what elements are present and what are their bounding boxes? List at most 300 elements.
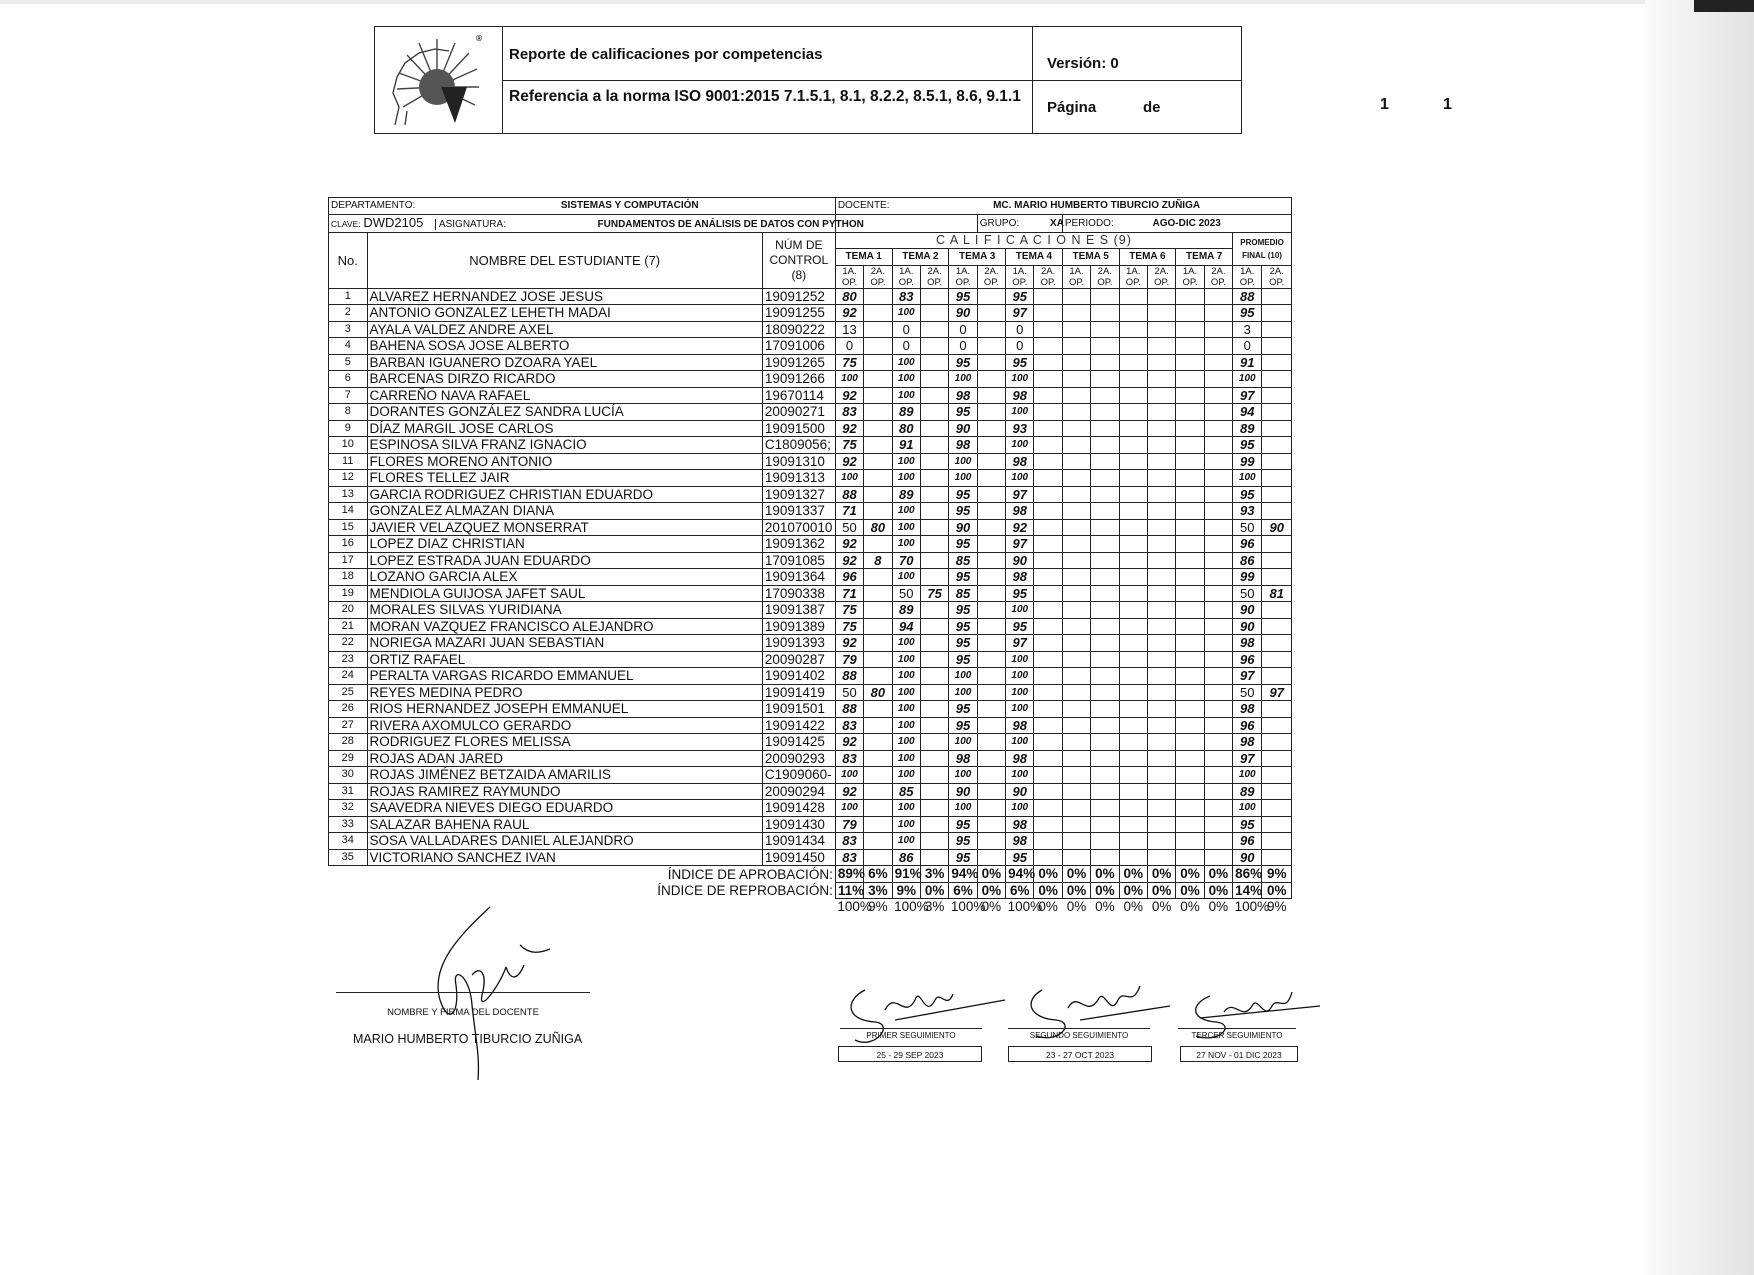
grade-cell-empty	[1062, 701, 1090, 718]
student-row	[329, 387, 1292, 404]
grade-cell-empty	[1147, 668, 1175, 685]
first-opportunity-header: 1A. OP.	[1119, 265, 1147, 288]
student-row	[329, 816, 1292, 833]
grade-cell-empty	[1176, 354, 1204, 371]
student-row	[329, 354, 1292, 371]
grade-cell	[920, 816, 948, 833]
grade-cell	[920, 668, 948, 685]
student-number: 12	[329, 470, 368, 487]
grade-cell-empty	[1062, 635, 1090, 652]
student-number: 28	[329, 734, 368, 751]
grade-cell: 86	[892, 849, 920, 866]
final-average-first: 96	[1233, 536, 1262, 553]
grade-cell-empty	[1147, 750, 1175, 767]
grade-cell-empty	[1176, 420, 1204, 437]
grade-cell	[1034, 701, 1062, 718]
student-number: 29	[329, 750, 368, 767]
grade-cell: 100	[835, 800, 863, 817]
grade-cell: 98	[949, 437, 977, 454]
student-control-number: 19091313	[762, 470, 835, 487]
topic-header: TEMA 6	[1119, 249, 1176, 266]
grade-cell-empty	[1062, 816, 1090, 833]
student-control-number: 18090222	[762, 321, 835, 338]
student-control-number: 19091422	[762, 717, 835, 734]
grade-cell	[920, 404, 948, 421]
grade-cell-empty	[1176, 750, 1204, 767]
index-total-value: 0%	[1208, 899, 1229, 915]
grade-cell: 93	[1006, 420, 1034, 437]
final-average-second	[1262, 668, 1292, 685]
grade-cell-empty	[1091, 404, 1119, 421]
failure-index-value: 9%	[892, 882, 920, 899]
student-row	[329, 684, 1292, 701]
final-average-second	[1262, 321, 1292, 338]
failure-index-value: 0%	[1062, 882, 1090, 899]
student-name: JAVIER VELAZQUEZ MONSERRAT	[367, 519, 762, 536]
final-average-first: 97	[1233, 668, 1262, 685]
index-total-value: 0%	[1038, 899, 1058, 915]
second-review-line	[1008, 1028, 1150, 1029]
final-average-first: 96	[1233, 651, 1262, 668]
grade-cell: 92	[835, 536, 863, 553]
second-opportunity-header: 2A. OP.	[1204, 265, 1232, 288]
student-number: 25	[329, 684, 368, 701]
period-cell	[1062, 214, 1291, 232]
student-name: RIOS HERNANDEZ JOSEPH EMMANUEL	[367, 701, 762, 718]
grade-cell: 100	[835, 470, 863, 487]
grade-cell	[920, 717, 948, 734]
grade-cell	[864, 288, 892, 305]
grade-cell	[977, 684, 1005, 701]
grade-cell	[920, 536, 948, 553]
grade-cell-empty	[1119, 288, 1147, 305]
version-label: Versión: 0	[1033, 27, 1241, 81]
grade-cell	[1034, 321, 1062, 338]
grade-cell-empty	[1091, 437, 1119, 454]
grade-cell	[977, 816, 1005, 833]
grade-cell	[1034, 486, 1062, 503]
grade-cell-empty	[1119, 552, 1147, 569]
student-control-number: 19670114	[762, 387, 835, 404]
final-average-second	[1262, 717, 1292, 734]
student-number: 11	[329, 453, 368, 470]
grade-cell-empty	[1176, 288, 1204, 305]
grade-cell: 90	[949, 783, 977, 800]
index-total-value: 100%	[837, 899, 872, 915]
first-opportunity-header: 1A. OP.	[835, 265, 863, 288]
grade-cell-empty	[1062, 453, 1090, 470]
grade-cell	[1034, 354, 1062, 371]
student-control-number: 17090338	[762, 585, 835, 602]
grade-cell-empty	[1147, 338, 1175, 355]
grade-cell-empty	[1119, 321, 1147, 338]
grade-cell-empty	[1147, 635, 1175, 652]
student-number: 26	[329, 701, 368, 718]
third-review-dates: 27 NOV - 01 DIC 2023	[1180, 1046, 1298, 1062]
group-cell	[977, 214, 1062, 232]
final-average-first: 97	[1233, 387, 1262, 404]
grade-cell	[977, 503, 1005, 520]
grade-cell-empty	[1204, 701, 1232, 718]
topic-header: TEMA 5	[1062, 249, 1119, 266]
grade-cell-empty	[1091, 321, 1119, 338]
student-control-number: 20090293	[762, 750, 835, 767]
grade-cell-empty	[1062, 321, 1090, 338]
grade-cell: 100	[1006, 470, 1034, 487]
student-control-number: 19091255	[762, 305, 835, 322]
grade-cell-empty	[1119, 437, 1147, 454]
final-average-first: 98	[1233, 734, 1262, 751]
first-opportunity-header: 1A. OP.	[1062, 265, 1090, 288]
final-average-first: 100	[1233, 800, 1262, 817]
approval-index-value: 0%	[1062, 866, 1090, 883]
grade-cell	[977, 750, 1005, 767]
final-average-second	[1262, 618, 1292, 635]
final-average-first: 90	[1233, 618, 1262, 635]
final-average-first: 95	[1233, 437, 1262, 454]
grade-cell: 100	[892, 750, 920, 767]
student-control-number: 19091393	[762, 635, 835, 652]
grade-cell: 0	[949, 321, 977, 338]
index-total-value: 100%	[894, 899, 929, 915]
failure-index-value: 0%	[1176, 882, 1204, 899]
student-name: VICTORIANO SANCHEZ IVAN	[367, 849, 762, 866]
grade-cell-empty	[1147, 849, 1175, 866]
grade-cell-empty	[1091, 701, 1119, 718]
grade-cell	[977, 387, 1005, 404]
student-number: 15	[329, 519, 368, 536]
student-number: 17	[329, 552, 368, 569]
grade-cell-empty	[1062, 684, 1090, 701]
grade-cell-empty	[1204, 635, 1232, 652]
institution-logo	[375, 27, 503, 133]
grade-cell-empty	[1091, 816, 1119, 833]
grade-cell-empty	[1204, 503, 1232, 520]
student-row	[329, 783, 1292, 800]
final-average-first: 50	[1233, 519, 1262, 536]
grade-cell: 100	[1006, 684, 1034, 701]
grade-cell: 95	[1006, 618, 1034, 635]
grade-cell-empty	[1176, 668, 1204, 685]
grade-cell-empty	[1091, 453, 1119, 470]
grade-cell	[920, 849, 948, 866]
final-average-second	[1262, 552, 1292, 569]
grade-cell: 95	[1006, 849, 1034, 866]
grade-cell-empty	[1147, 734, 1175, 751]
grade-cell: 92	[835, 552, 863, 569]
student-row	[329, 519, 1292, 536]
student-name: GONZALEZ ALMAZAN DIANA	[367, 503, 762, 520]
second-opportunity-header: 2A. OP.	[1262, 265, 1292, 288]
final-average-second	[1262, 404, 1292, 421]
final-average-second	[1262, 503, 1292, 520]
grade-cell-empty	[1119, 404, 1147, 421]
grade-cell-empty	[1204, 453, 1232, 470]
grade-cell	[977, 453, 1005, 470]
teacher-value: MC. MARIO HUMBERTO TIBURCIO ZUÑIGA	[993, 200, 1201, 212]
topic-header: TEMA 2	[892, 249, 949, 266]
student-row	[329, 635, 1292, 652]
grade-cell	[1034, 437, 1062, 454]
grade-cell-empty	[1119, 783, 1147, 800]
student-control-number: 19091310	[762, 453, 835, 470]
approval-index-value: 0%	[1034, 866, 1062, 883]
grade-cell	[920, 767, 948, 784]
grade-cell	[977, 717, 1005, 734]
grade-cell: 92	[835, 387, 863, 404]
grade-cell: 0	[1006, 338, 1034, 355]
grade-cell	[864, 717, 892, 734]
grade-cell-empty	[1062, 305, 1090, 322]
grade-cell-empty	[1176, 800, 1204, 817]
approval-index-value: 6%	[864, 866, 892, 883]
final-average-second	[1262, 470, 1292, 487]
grade-cell: 100	[892, 734, 920, 751]
failure-index-value: 6%	[1006, 882, 1034, 899]
student-control-number: 17091006	[762, 338, 835, 355]
grade-cell	[977, 371, 1005, 388]
grade-cell-empty	[1062, 486, 1090, 503]
grade-cell-empty	[1204, 585, 1232, 602]
grade-cell-empty	[1119, 305, 1147, 322]
grade-cell: 95	[949, 536, 977, 553]
student-number: 8	[329, 404, 368, 421]
final-average-second	[1262, 305, 1292, 322]
grade-cell: 100	[892, 453, 920, 470]
grade-cell	[920, 833, 948, 850]
grade-cell-empty	[1147, 783, 1175, 800]
grade-cell	[920, 305, 948, 322]
second-opportunity-header: 2A. OP.	[1091, 265, 1119, 288]
index-total-value: 9%	[868, 899, 888, 915]
grade-cell: 89	[892, 486, 920, 503]
student-name: BARCENAS DIRZO RICARDO	[367, 371, 762, 388]
grade-cell-empty	[1091, 651, 1119, 668]
student-name: ROJAS JIMÉNEZ BETZAIDA AMARILIS	[367, 767, 762, 784]
grade-cell: 97	[1006, 305, 1034, 322]
grade-cell	[920, 503, 948, 520]
iso-reference: Referencia a la norma ISO 9001:2015 7.1.5.1, 8.1, 8.2.2, 8.5.1, 8.6, 9.1.1	[509, 88, 1021, 105]
grade-cell	[920, 288, 948, 305]
grade-cell-empty	[1176, 371, 1204, 388]
grade-cell: 70	[892, 552, 920, 569]
student-row	[329, 833, 1292, 850]
grade-cell	[977, 618, 1005, 635]
grade-cell-empty	[1176, 305, 1204, 322]
grade-cell: 0	[892, 338, 920, 355]
grade-cell-empty	[1062, 536, 1090, 553]
grade-cell	[1034, 503, 1062, 520]
grade-cell	[864, 503, 892, 520]
grade-cell	[977, 767, 1005, 784]
topic-header: TEMA 3	[949, 249, 1006, 266]
grade-cell-empty	[1147, 470, 1175, 487]
grade-cell-empty	[1062, 404, 1090, 421]
grade-cell	[1034, 651, 1062, 668]
final-average-first: 96	[1233, 717, 1262, 734]
index-total-value: 0%	[981, 899, 1002, 915]
student-control-number: 17091085	[762, 552, 835, 569]
student-name: FLORES TELLEZ JAIR	[367, 470, 762, 487]
grade-cell	[920, 437, 948, 454]
grade-cell: 80	[864, 519, 892, 536]
approval-index-value: 89%	[835, 866, 863, 883]
grade-cell: 92	[835, 453, 863, 470]
grade-cell: 95	[949, 717, 977, 734]
student-name: MORAN VAZQUEZ FRANCISCO ALEJANDRO	[367, 618, 762, 635]
of-label: de	[1143, 99, 1161, 116]
second-opportunity-header: 2A. OP.	[1034, 265, 1062, 288]
grade-cell-empty	[1176, 519, 1204, 536]
grade-cell-empty	[1147, 503, 1175, 520]
grade-cell: 75	[835, 618, 863, 635]
totals-spacer	[329, 899, 836, 915]
student-name: LOPEZ DIAZ CHRISTIAN	[367, 536, 762, 553]
grade-cell	[864, 651, 892, 668]
grade-cell: 0	[1006, 321, 1034, 338]
failure-index-value: 11%	[835, 882, 863, 899]
grade-cell-empty	[1062, 767, 1090, 784]
student-row	[329, 338, 1292, 355]
teacher-signature-scribble	[420, 905, 560, 1085]
grade-cell: 95	[1006, 585, 1034, 602]
grade-cell	[864, 354, 892, 371]
grade-cell-empty	[1204, 371, 1232, 388]
student-number: 24	[329, 668, 368, 685]
final-average-first: 95	[1233, 816, 1262, 833]
grade-cell	[864, 371, 892, 388]
final-average-second	[1262, 486, 1292, 503]
student-control-number: 19091327	[762, 486, 835, 503]
grade-cell: 100	[835, 371, 863, 388]
student-control-number: C1909060-	[762, 767, 835, 784]
group-label: GRUPO:	[979, 217, 1020, 229]
grade-cell: 90	[949, 305, 977, 322]
grade-cell-empty	[1119, 569, 1147, 586]
index-total-value: 100%	[1234, 899, 1270, 915]
grade-cell-empty	[1176, 816, 1204, 833]
grade-cell: 95	[949, 635, 977, 652]
final-average-first: 90	[1233, 602, 1262, 619]
grade-cell	[920, 338, 948, 355]
grade-cell-empty	[1176, 387, 1204, 404]
grade-cell-empty	[1204, 486, 1232, 503]
final-average-second	[1262, 800, 1292, 817]
grade-cell-empty	[1147, 519, 1175, 536]
grade-cell-empty	[1204, 717, 1232, 734]
grades-table	[328, 197, 1292, 915]
grade-cell	[920, 354, 948, 371]
grade-cell-empty	[1176, 684, 1204, 701]
grade-cell: 100	[892, 767, 920, 784]
final-average-first: 93	[1233, 503, 1262, 520]
grade-cell: 100	[949, 668, 977, 685]
final-average-first: 91	[1233, 354, 1262, 371]
final-average-second: 81	[1262, 585, 1292, 602]
grade-cell	[864, 618, 892, 635]
grade-cell: 90	[1006, 783, 1034, 800]
grade-cell-empty	[1204, 651, 1232, 668]
grade-cell-empty	[1062, 470, 1090, 487]
student-name: ALVAREZ HERNANDEZ JOSE JESUS	[367, 288, 762, 305]
page-total: 1	[1443, 96, 1452, 113]
grade-cell	[1034, 734, 1062, 751]
grade-cell	[977, 602, 1005, 619]
third-review-line	[1178, 1028, 1296, 1029]
grade-cell-empty	[1176, 717, 1204, 734]
final-average-first: 88	[1233, 288, 1262, 305]
grade-cell: 100	[949, 767, 977, 784]
student-number: 27	[329, 717, 368, 734]
grade-cell	[977, 437, 1005, 454]
grade-cell-empty	[1204, 536, 1232, 553]
page-label: Página	[1047, 99, 1097, 116]
student-row	[329, 701, 1292, 718]
grade-cell: 95	[949, 503, 977, 520]
final-average-second	[1262, 338, 1292, 355]
grade-cell-empty	[1091, 420, 1119, 437]
grade-cell	[920, 684, 948, 701]
teacher-name: MARIO HUMBERTO TIBURCIO ZUÑIGA	[353, 1032, 583, 1046]
grade-cell-empty	[1147, 618, 1175, 635]
grade-cell-empty	[1147, 536, 1175, 553]
key-value: DWD2105	[363, 214, 424, 230]
grade-cell	[864, 486, 892, 503]
grade-cell	[864, 750, 892, 767]
grade-cell	[864, 437, 892, 454]
grade-cell	[864, 816, 892, 833]
grade-cell	[920, 453, 948, 470]
grade-cell: 71	[835, 503, 863, 520]
grade-cell-empty	[1204, 833, 1232, 850]
grade-cell	[977, 734, 1005, 751]
grade-cell	[977, 585, 1005, 602]
teacher-cell	[835, 198, 1291, 215]
grade-cell: 95	[1006, 354, 1034, 371]
approval-index-value: 3%	[920, 866, 948, 883]
grade-cell-empty	[1119, 800, 1147, 817]
grade-cell	[864, 734, 892, 751]
grade-cell	[977, 635, 1005, 652]
grade-cell-empty	[1176, 701, 1204, 718]
col-header-average: PROMEDIO FINAL (10)	[1233, 232, 1292, 265]
final-average-first: 100	[1233, 767, 1262, 784]
subject-label: ASIGNATURA:	[435, 219, 506, 230]
grade-cell-empty	[1176, 569, 1204, 586]
grade-cell	[1034, 849, 1062, 866]
department-cell	[329, 198, 836, 215]
grade-cell: 91	[892, 437, 920, 454]
final-average-first: 99	[1233, 453, 1262, 470]
grade-cell-empty	[1091, 717, 1119, 734]
grade-cell-empty	[1147, 371, 1175, 388]
grade-cell-empty	[1062, 503, 1090, 520]
grade-cell: 100	[1006, 371, 1034, 388]
grade-cell-empty	[1119, 486, 1147, 503]
grade-cell: 100	[949, 734, 977, 751]
student-row	[329, 420, 1292, 437]
topic-header: TEMA 1	[835, 249, 892, 266]
grade-cell-empty	[1176, 338, 1204, 355]
grade-cell-empty	[1204, 404, 1232, 421]
grade-cell-empty	[1091, 519, 1119, 536]
final-average-first: 3	[1233, 321, 1262, 338]
subject-cell	[329, 214, 864, 232]
grade-cell: 98	[1006, 453, 1034, 470]
grade-cell-empty	[1176, 437, 1204, 454]
approval-index-value: 94%	[949, 866, 977, 883]
grade-cell-empty	[1147, 569, 1175, 586]
